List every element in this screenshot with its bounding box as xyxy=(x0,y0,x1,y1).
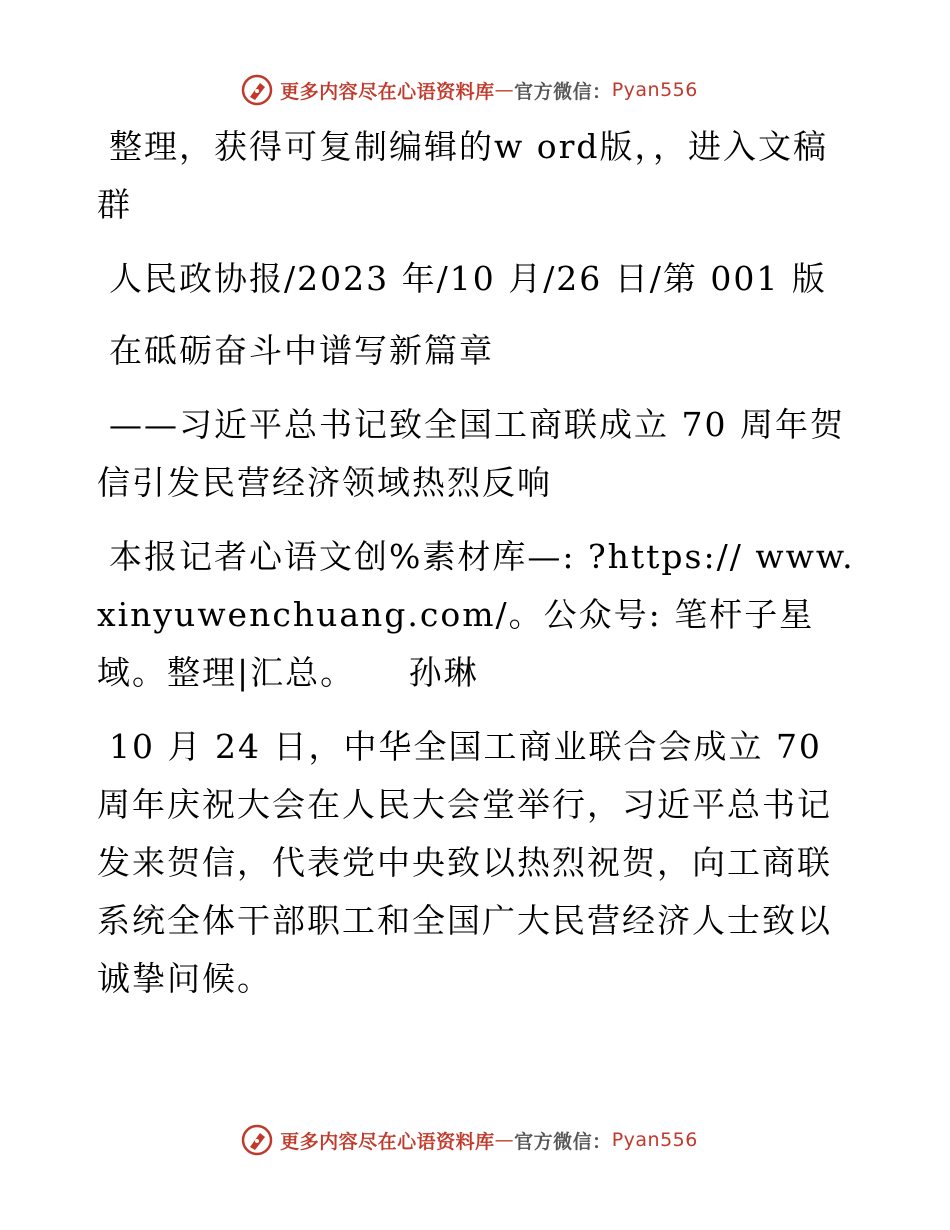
source-line: 人民政协报/2023 年/10 月/26 日/第 001 版 xyxy=(109,259,827,298)
article-title: 在砥砺奋斗中谱写新篇章 xyxy=(109,331,494,370)
footer-watermark xyxy=(0,1120,950,1160)
watermark-id: Pyan556 xyxy=(611,79,698,101)
article-subtitle: ——习近平总书记致全国工商联成立 70 周年贺信引发民营经济领域热烈反响 xyxy=(97,405,845,502)
watermark-separator: — xyxy=(494,1129,515,1151)
watermark-separator: — xyxy=(494,79,515,101)
article-paragraph: 10 月 24 日，中华全国工商业联合会成立 70 周年庆祝大会在人民大会堂举行，习近平总书记发来贺信，代表党中央致以热烈祝贺，向工商联系统全体干部职工和全国广大民营经济人士致以诚挚问候。 xyxy=(97,727,832,998)
watermark-brand: 更多内容尽在心语资料库 xyxy=(280,1130,495,1153)
intro-text: 整理，获得可复制编辑的w ord版，，进入文稿群 xyxy=(97,127,829,224)
watermark-official: 官方微信： xyxy=(514,80,612,103)
article-byline: 本报记者心语文创%素材库—: ?https:// www.xinyuwenchuang.com/。公众号: 笔杆子星域。整理|汇总。 孙琳 xyxy=(97,537,855,692)
watermark-official: 官方微信： xyxy=(514,1130,612,1153)
header-watermark xyxy=(0,70,950,110)
watermark-brand: 更多内容尽在心语资料库 xyxy=(280,80,495,103)
watermark-id: Pyan556 xyxy=(611,1129,698,1151)
pen-nib-circle-icon xyxy=(240,73,274,107)
document-body xyxy=(97,118,857,1024)
pen-nib-circle-icon xyxy=(240,1123,274,1157)
